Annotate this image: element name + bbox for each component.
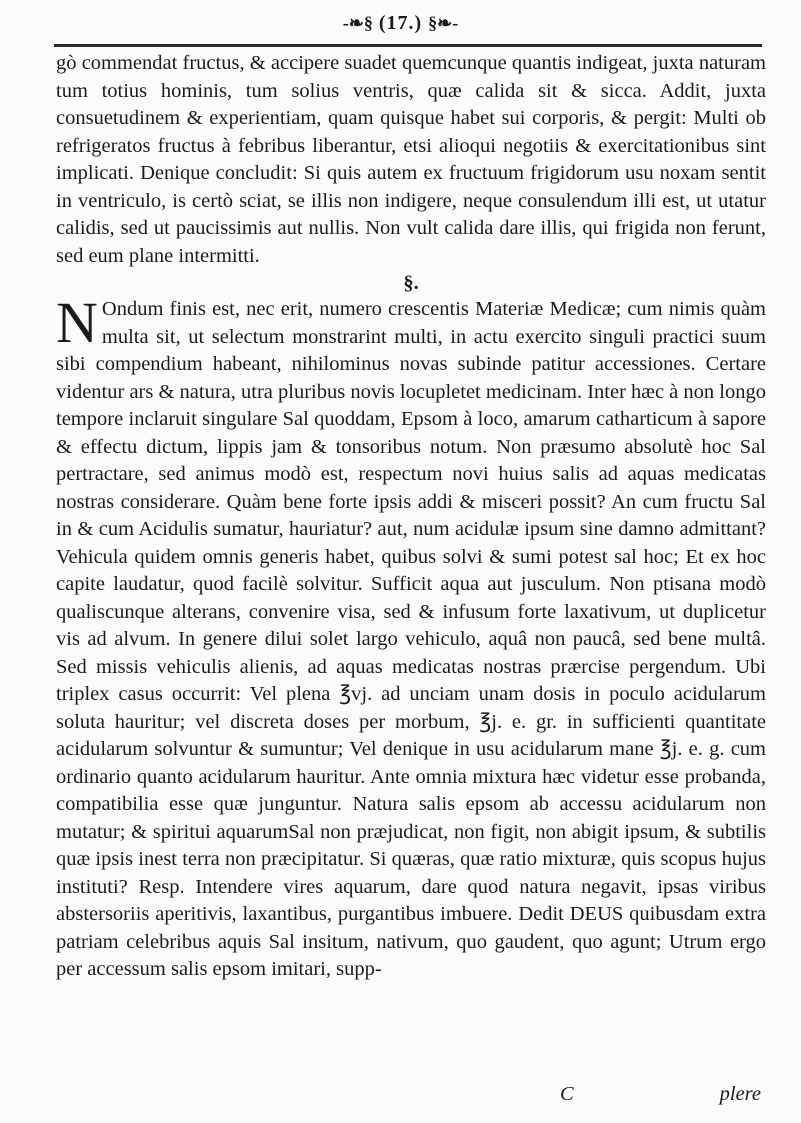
header-ornament-left: -❧§ (342, 13, 373, 33)
section-mark: §. (403, 272, 419, 294)
catchword: plere (719, 1083, 761, 1105)
header-rule (54, 44, 762, 47)
section-paragraph-text: Ondum finis est, nec erit, numero crescentis Materiæ Medicæ; cum nimis quàm multa sit, ut selectum monstrarint multi, in actu exercito singuli practici suum sibi compendium habeant, nihilominus novas subinde patitur accessiones. Certare videntur ars & natura, utra pluribus novis locupletet medicinam. Inter hæc à non longo tempore inclaruit singulare Sal quoddam, Epsom à loco, amarum catharticum à sapore & effectu dictum, lippis jam & tonsoribus notum. Non præsumo absolutè hoc Sal pertractare, sed animus modò est, respectum novi huius salis ad aquas medicatas nostras considerare. Quàm bene forte ipsis addi & misceri possit? An cum fructu Sal in & cum Acidulis sumatur, hauriatur? aut, num acidulæ ipsum sine damno admittant? Vehicula quidem omnis generis habet, quibus solvi & sumi potest sal hoc; Et ex hoc capite laudatur, quod facilè solvitur. Sufficit aqua aut jusculum. Non ptisana modò qualiscunque alterans, convenire visa, sed & infusum forte laxativum, ut duplicetur vis ad alvum. In genere dilui solet largo vehiculo, aquâ non paucâ, sed bene multâ. Sed missis vehiculis alienis, ad aquas medicatas nostras prærcise pergendum. Ubi triplex casus occurrit: Vel plena ℥vj. ad unciam unam dosis in poculo acidularum soluta hauritur; vel discreta doses per morbum, ℥j. e. gr. in sufficienti quantitate acidularum solvuntur & sumuntur; Vel denique in usu acidularum mane ℥j. e. g. cum ordinario quanto acidularum hauritur. Ante omnia mixtura hæc videtur esse probanda, compatibilia esse quæ junguntur. Natura salis epsom ab accessu acidularum non mutatur; & spiritui aquarumSal non præjudicat, non figit, non abigit ipsum, & subtilis quæ ipsis inest terra non præcipitatur. Si quæras, quæ ratio mixturæ, quis scopus hujus instituti? Resp. Intendere vires aquarum, dare quod natura negavit, ipsas viribus abstersoriis aperitivis, laxantibus, purgantibus imbuere. Dedit DEUS quibusdam extra patriam celebribus aquis Sal insitum, nativum, quo gaudent, quo agunt; Utrum ergo per accessum salis epsom imitari, supp- (56, 298, 766, 980)
page-number: (17.) (378, 12, 423, 34)
running-header (0, 12, 801, 35)
paragraph-continued: gò commendat fructus, & accipere suadet quemcunque quantis indigeat, juxta naturam tum totius hominis, tum solius ventris, quæ calida sit & sicca. Addit, juxta consuetudinem & experientiam, quam quisque habet sui corporis, & pergit: Multi ob refrigeratos fructus à febribus liberantur, etsi alioqui negotiis & exercitationibus sint implicati. Denique concludit: Si quis autem ex fructuum frigidorum usu noxam sentit in ventriculo, is certò sciat, se illis non indigere, neque consulendum illi est, ut utatur calidis, sed ut paucissimis aut nullis. Non vult calida dare illis, qui frigida non ferunt, sed eum plane intermitti. (56, 52, 766, 267)
signature-mark: C (560, 1083, 574, 1105)
section-paragraph (56, 290, 766, 984)
header-ornament-right: §❧- (428, 13, 459, 33)
drop-cap: N (56, 290, 98, 355)
page-footer (0, 1083, 801, 1113)
body-text (56, 50, 766, 984)
